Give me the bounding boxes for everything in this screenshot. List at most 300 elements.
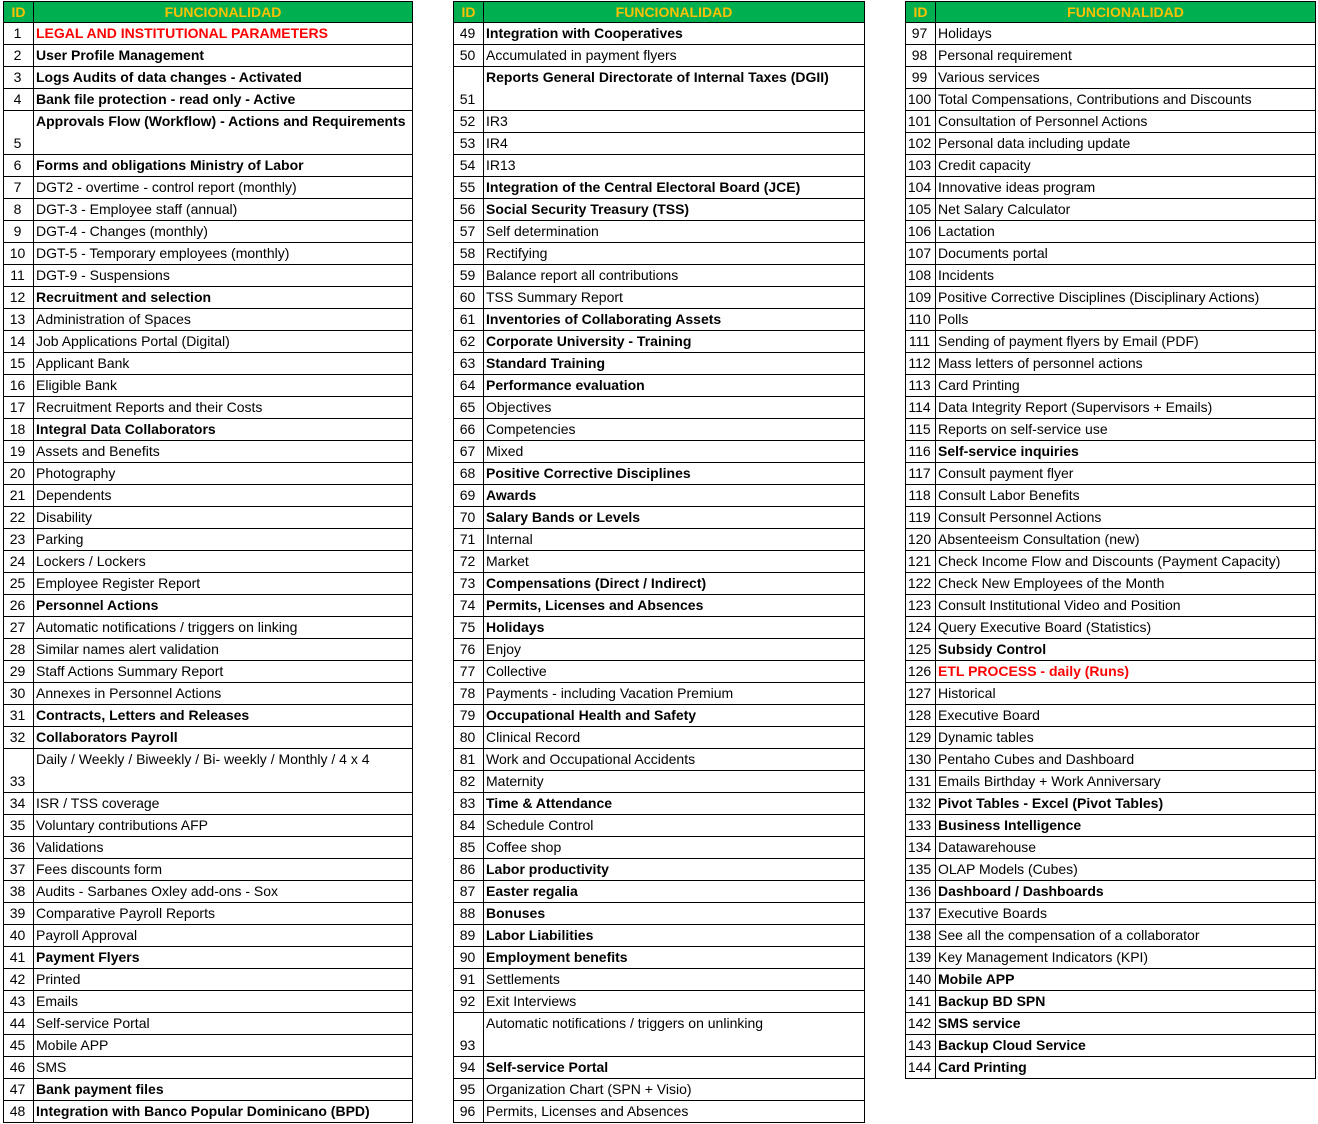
table-row [454, 67, 865, 111]
row-id: 6 [4, 155, 34, 177]
row-functionality: Historical [936, 683, 1316, 705]
row-id: 129 [906, 727, 936, 749]
row-id: 106 [906, 221, 936, 243]
row-id: 54 [454, 155, 484, 177]
row-id: 52 [454, 111, 484, 133]
row-id: 34 [4, 793, 34, 815]
table-row [906, 133, 1316, 155]
table-row [454, 507, 865, 529]
table-row [906, 573, 1316, 595]
row-id: 144 [906, 1057, 936, 1079]
row-id: 47 [4, 1079, 34, 1101]
row-functionality: Positive Corrective Disciplines [484, 463, 865, 485]
table-row [4, 287, 413, 309]
row-id: 23 [4, 529, 34, 551]
table-row [906, 925, 1316, 947]
row-id: 36 [4, 837, 34, 859]
table-row [4, 617, 413, 639]
row-functionality: Key Management Indicators (KPI) [936, 947, 1316, 969]
table-row [906, 683, 1316, 705]
row-id: 13 [4, 309, 34, 331]
row-id: 68 [454, 463, 484, 485]
row-functionality: Automatic notifications / triggers on unlinking [484, 1013, 865, 1057]
row-id: 57 [454, 221, 484, 243]
table-row [454, 771, 865, 793]
row-functionality: DGT-9 - Suspensions [34, 265, 413, 287]
row-functionality: Mixed [484, 441, 865, 463]
table-row [454, 661, 865, 683]
table-row [906, 969, 1316, 991]
table-row [906, 177, 1316, 199]
table-row [4, 375, 413, 397]
row-functionality: Payments - including Vacation Premium [484, 683, 865, 705]
row-id: 99 [906, 67, 936, 89]
row-id: 119 [906, 507, 936, 529]
row-id: 123 [906, 595, 936, 617]
row-functionality: Polls [936, 309, 1316, 331]
row-id: 126 [906, 661, 936, 683]
row-functionality: Net Salary Calculator [936, 199, 1316, 221]
row-id: 136 [906, 881, 936, 903]
row-functionality: Maternity [484, 771, 865, 793]
row-functionality: Backup Cloud Service [936, 1035, 1316, 1057]
row-functionality: Payroll Approval [34, 925, 413, 947]
row-functionality: User Profile Management [34, 45, 413, 67]
row-functionality: Pentaho Cubes and Dashboard [936, 749, 1316, 771]
row-functionality: Voluntary contributions AFP [34, 815, 413, 837]
row-id: 60 [454, 287, 484, 309]
row-id: 128 [906, 705, 936, 727]
row-id: 64 [454, 375, 484, 397]
table-row [906, 837, 1316, 859]
row-id: 49 [454, 23, 484, 45]
table-row [906, 67, 1316, 89]
functionality-header: FUNCIONALIDAD [484, 2, 865, 23]
row-id: 42 [4, 969, 34, 991]
row-id: 89 [454, 925, 484, 947]
row-functionality: Holidays [484, 617, 865, 639]
row-functionality: Documents portal [936, 243, 1316, 265]
row-functionality: Approvals Flow (Workflow) - Actions and Requirements [34, 111, 413, 155]
row-id: 133 [906, 815, 936, 837]
row-functionality: Mobile APP [34, 1035, 413, 1057]
row-functionality: Balance report all contributions [484, 265, 865, 287]
row-functionality: Contracts, Letters and Releases [34, 705, 413, 727]
row-id: 79 [454, 705, 484, 727]
row-functionality: ETL PROCESS - daily (Runs) [936, 661, 1316, 683]
row-functionality: Salary Bands or Levels [484, 507, 865, 529]
row-id: 29 [4, 661, 34, 683]
row-functionality: Self-service Portal [484, 1057, 865, 1079]
row-id: 93 [454, 1013, 484, 1057]
row-functionality: SMS service [936, 1013, 1316, 1035]
row-id: 10 [4, 243, 34, 265]
table-row [4, 1035, 413, 1057]
table-row [454, 221, 865, 243]
row-functionality: Forms and obligations Ministry of Labor [34, 155, 413, 177]
table-row [454, 815, 865, 837]
row-id: 94 [454, 1057, 484, 1079]
row-functionality: Executive Boards [936, 903, 1316, 925]
table-row [4, 947, 413, 969]
row-id: 131 [906, 771, 936, 793]
table-row [454, 353, 865, 375]
row-id: 139 [906, 947, 936, 969]
row-functionality: Market [484, 551, 865, 573]
row-id: 48 [4, 1101, 34, 1123]
table-row [4, 485, 413, 507]
table-row [454, 925, 865, 947]
table-row [4, 815, 413, 837]
row-functionality: Collaborators Payroll [34, 727, 413, 749]
row-id: 103 [906, 155, 936, 177]
table-row [906, 375, 1316, 397]
table-row [454, 133, 865, 155]
row-functionality: Logs Audits of data changes - Activated [34, 67, 413, 89]
row-id: 140 [906, 969, 936, 991]
row-functionality: Emails Birthday + Work Anniversary [936, 771, 1316, 793]
row-functionality: Standard Training [484, 353, 865, 375]
table-row [454, 705, 865, 727]
row-functionality: Reports General Directorate of Internal Taxes (DGII) [484, 67, 865, 111]
table-row [4, 441, 413, 463]
row-functionality: Competencies [484, 419, 865, 441]
row-functionality: Backup BD SPN [936, 991, 1316, 1013]
table-row [4, 221, 413, 243]
table-row [906, 507, 1316, 529]
row-functionality: Lactation [936, 221, 1316, 243]
row-id: 80 [454, 727, 484, 749]
table-row [454, 441, 865, 463]
row-functionality: Personal requirement [936, 45, 1316, 67]
table-row [454, 1101, 865, 1123]
row-id: 51 [454, 67, 484, 111]
table-row [906, 23, 1316, 45]
row-id: 16 [4, 375, 34, 397]
row-id: 143 [906, 1035, 936, 1057]
table-row [906, 265, 1316, 287]
row-functionality: Sending of payment flyers by Email (PDF) [936, 331, 1316, 353]
row-functionality: Recruitment Reports and their Costs [34, 397, 413, 419]
row-functionality: Labor Liabilities [484, 925, 865, 947]
row-functionality: Settlements [484, 969, 865, 991]
row-functionality: Employee Register Report [34, 573, 413, 595]
table-row [906, 793, 1316, 815]
row-id: 104 [906, 177, 936, 199]
row-id: 18 [4, 419, 34, 441]
table-row [906, 749, 1316, 771]
table-row [906, 441, 1316, 463]
table-row [906, 111, 1316, 133]
row-functionality: TSS Summary Report [484, 287, 865, 309]
row-functionality: Self-service inquiries [936, 441, 1316, 463]
row-id: 82 [454, 771, 484, 793]
table-row [4, 397, 413, 419]
row-id: 77 [454, 661, 484, 683]
header-row [906, 2, 1316, 23]
row-id: 107 [906, 243, 936, 265]
row-functionality: Integration with Cooperatives [484, 23, 865, 45]
table-row [4, 727, 413, 749]
table-row [4, 551, 413, 573]
table-row [906, 243, 1316, 265]
table-row [906, 727, 1316, 749]
row-id: 88 [454, 903, 484, 925]
table-row [454, 903, 865, 925]
row-functionality: Schedule Control [484, 815, 865, 837]
table-row [906, 397, 1316, 419]
table-row [906, 353, 1316, 375]
row-id: 17 [4, 397, 34, 419]
row-id: 3 [4, 67, 34, 89]
row-id: 25 [4, 573, 34, 595]
table-row [906, 309, 1316, 331]
row-id: 132 [906, 793, 936, 815]
row-functionality: Rectifying [484, 243, 865, 265]
table-row [4, 507, 413, 529]
row-functionality: Daily / Weekly / Biweekly / Bi- weekly / Monthly / 4 x 4 [34, 749, 413, 793]
table-row [4, 595, 413, 617]
row-functionality: Comparative Payroll Reports [34, 903, 413, 925]
row-functionality: Card Printing [936, 1057, 1316, 1079]
row-id: 90 [454, 947, 484, 969]
table-row [4, 199, 413, 221]
table-row [4, 177, 413, 199]
table-row [4, 793, 413, 815]
row-functionality: Coffee shop [484, 837, 865, 859]
row-id: 81 [454, 749, 484, 771]
row-id: 124 [906, 617, 936, 639]
row-functionality: DGT-5 - Temporary employees (monthly) [34, 243, 413, 265]
row-id: 121 [906, 551, 936, 573]
table-row [906, 1057, 1316, 1079]
row-functionality: Self-service Portal [34, 1013, 413, 1035]
row-functionality: Payment Flyers [34, 947, 413, 969]
row-id: 110 [906, 309, 936, 331]
row-functionality: Consult Personnel Actions [936, 507, 1316, 529]
row-functionality: Personnel Actions [34, 595, 413, 617]
row-id: 28 [4, 639, 34, 661]
row-id: 9 [4, 221, 34, 243]
row-functionality: LEGAL AND INSTITUTIONAL PARAMETERS [34, 23, 413, 45]
row-functionality: Corporate University - Training [484, 331, 865, 353]
header-row [454, 2, 865, 23]
table-row [906, 45, 1316, 67]
row-functionality: Subsidy Control [936, 639, 1316, 661]
row-functionality: Check Income Flow and Discounts (Payment Capacity) [936, 551, 1316, 573]
table-row [4, 111, 413, 155]
table-row [906, 419, 1316, 441]
row-functionality: Bank file protection - read only - Active [34, 89, 413, 111]
table-row [454, 1057, 865, 1079]
row-id: 125 [906, 639, 936, 661]
table-row [454, 199, 865, 221]
row-functionality: Easter regalia [484, 881, 865, 903]
row-functionality: Business Intelligence [936, 815, 1316, 837]
table-row [454, 45, 865, 67]
table-row [454, 573, 865, 595]
table-row [454, 859, 865, 881]
row-id: 44 [4, 1013, 34, 1035]
row-id: 58 [454, 243, 484, 265]
table-row [454, 595, 865, 617]
table-row [4, 463, 413, 485]
row-id: 108 [906, 265, 936, 287]
table-row [454, 287, 865, 309]
table-row [4, 1057, 413, 1079]
row-functionality: Emails [34, 991, 413, 1013]
row-id: 105 [906, 199, 936, 221]
row-functionality: Performance evaluation [484, 375, 865, 397]
table-row [906, 815, 1316, 837]
row-id: 59 [454, 265, 484, 287]
row-functionality: Personal data including update [936, 133, 1316, 155]
row-id: 45 [4, 1035, 34, 1057]
table-row [4, 859, 413, 881]
table-row [4, 243, 413, 265]
row-functionality: Compensations (Direct / Indirect) [484, 573, 865, 595]
table-row [4, 331, 413, 353]
table-row [454, 309, 865, 331]
row-id: 70 [454, 507, 484, 529]
row-functionality: ISR / TSS coverage [34, 793, 413, 815]
row-functionality: Permits, Licenses and Absences [484, 1101, 865, 1123]
table-row [4, 749, 413, 793]
row-id: 83 [454, 793, 484, 815]
table-row [906, 287, 1316, 309]
row-functionality: Dependents [34, 485, 413, 507]
row-functionality: Pivot Tables - Excel (Pivot Tables) [936, 793, 1316, 815]
row-id: 86 [454, 859, 484, 881]
row-id: 74 [454, 595, 484, 617]
table-row [4, 683, 413, 705]
row-functionality: Organization Chart (SPN + Visio) [484, 1079, 865, 1101]
row-id: 84 [454, 815, 484, 837]
row-functionality: Eligible Bank [34, 375, 413, 397]
table-row [906, 551, 1316, 573]
table-row [454, 243, 865, 265]
row-functionality: Integration of the Central Electoral Board (JCE) [484, 177, 865, 199]
table-row [906, 529, 1316, 551]
id-header: ID [454, 2, 484, 23]
table-row [4, 881, 413, 903]
table-row [906, 661, 1316, 683]
row-functionality: Lockers / Lockers [34, 551, 413, 573]
row-id: 73 [454, 573, 484, 595]
row-id: 37 [4, 859, 34, 881]
table-row [4, 309, 413, 331]
row-functionality: Integration with Banco Popular Dominicano (BPD) [34, 1101, 413, 1123]
row-id: 67 [454, 441, 484, 463]
table-row [454, 155, 865, 177]
functionality-table-3 [905, 1, 1316, 1079]
row-functionality: Integral Data Collaborators [34, 419, 413, 441]
row-id: 63 [454, 353, 484, 375]
table-row [4, 661, 413, 683]
row-id: 115 [906, 419, 936, 441]
table-row [906, 859, 1316, 881]
table-row [906, 881, 1316, 903]
table-row [4, 45, 413, 67]
row-id: 122 [906, 573, 936, 595]
row-id: 12 [4, 287, 34, 309]
row-id: 5 [4, 111, 34, 155]
row-id: 41 [4, 947, 34, 969]
table-row [454, 683, 865, 705]
table-row [906, 595, 1316, 617]
row-id: 78 [454, 683, 484, 705]
table-row [454, 727, 865, 749]
table-row [454, 111, 865, 133]
table-row [454, 265, 865, 287]
row-functionality: Credit capacity [936, 155, 1316, 177]
row-functionality: Applicant Bank [34, 353, 413, 375]
row-functionality: Query Executive Board (Statistics) [936, 617, 1316, 639]
row-functionality: Job Applications Portal (Digital) [34, 331, 413, 353]
table-row [454, 793, 865, 815]
row-functionality: Staff Actions Summary Report [34, 661, 413, 683]
table-row [906, 89, 1316, 111]
table-row [454, 331, 865, 353]
row-id: 85 [454, 837, 484, 859]
table-row [906, 199, 1316, 221]
table-row [4, 529, 413, 551]
row-id: 102 [906, 133, 936, 155]
row-id: 27 [4, 617, 34, 639]
row-functionality: Audits - Sarbanes Oxley add-ons - Sox [34, 881, 413, 903]
row-functionality: Card Printing [936, 375, 1316, 397]
table-row [906, 1035, 1316, 1057]
table-row [906, 639, 1316, 661]
row-functionality: Disability [34, 507, 413, 529]
table-row [4, 573, 413, 595]
row-functionality: Incidents [936, 265, 1316, 287]
row-functionality: Consult Institutional Video and Position [936, 595, 1316, 617]
row-functionality: Printed [34, 969, 413, 991]
table-row [906, 991, 1316, 1013]
row-id: 117 [906, 463, 936, 485]
row-functionality: Recruitment and selection [34, 287, 413, 309]
row-functionality: Employment benefits [484, 947, 865, 969]
row-functionality: OLAP Models (Cubes) [936, 859, 1316, 881]
row-id: 134 [906, 837, 936, 859]
row-functionality: Validations [34, 837, 413, 859]
table-row [454, 947, 865, 969]
table-row [906, 463, 1316, 485]
row-id: 39 [4, 903, 34, 925]
row-id: 19 [4, 441, 34, 463]
table-row [454, 397, 865, 419]
id-header: ID [4, 2, 34, 23]
row-functionality: Permits, Licenses and Absences [484, 595, 865, 617]
row-id: 114 [906, 397, 936, 419]
row-id: 65 [454, 397, 484, 419]
row-id: 66 [454, 419, 484, 441]
table-row [4, 1101, 413, 1123]
row-id: 4 [4, 89, 34, 111]
table-row [454, 551, 865, 573]
row-functionality: See all the compensation of a collaborator [936, 925, 1316, 947]
row-functionality: Self determination [484, 221, 865, 243]
functionality-header: FUNCIONALIDAD [34, 2, 413, 23]
row-functionality: Mass letters of personnel actions [936, 353, 1316, 375]
row-functionality: Consultation of Personnel Actions [936, 111, 1316, 133]
table-row [4, 1013, 413, 1035]
row-functionality: Various services [936, 67, 1316, 89]
row-functionality: SMS [34, 1057, 413, 1079]
row-functionality: Dashboard / Dashboards [936, 881, 1316, 903]
row-id: 1 [4, 23, 34, 45]
